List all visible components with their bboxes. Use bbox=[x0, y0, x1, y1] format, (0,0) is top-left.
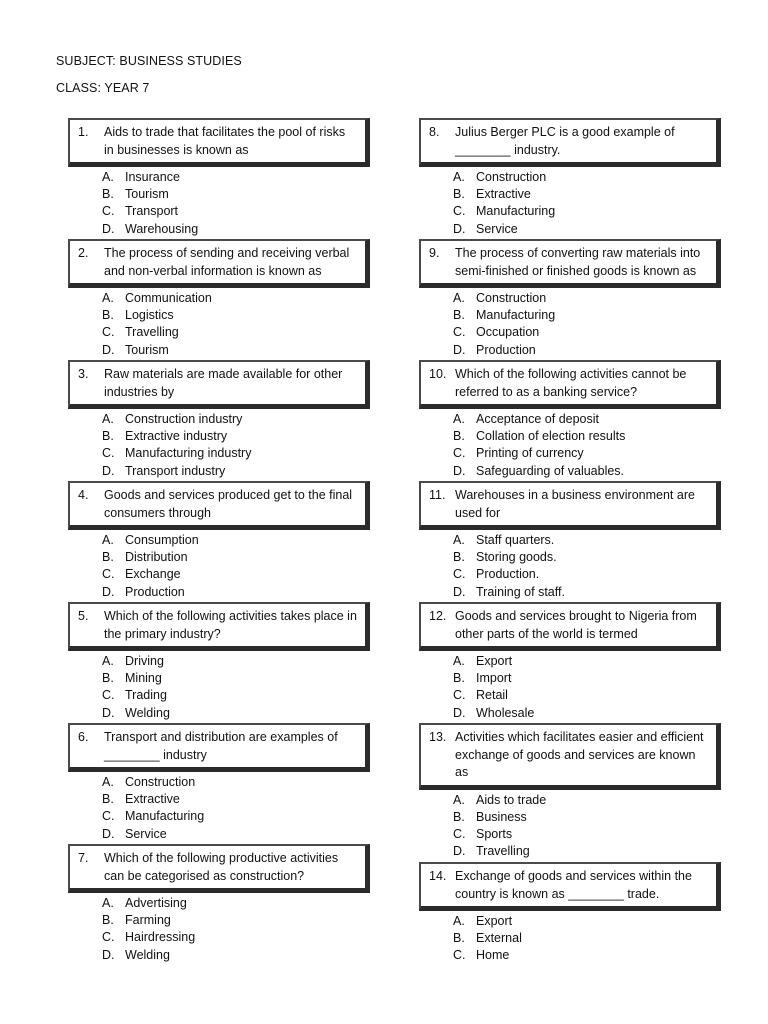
option-a[interactable] bbox=[419, 913, 721, 930]
option-text: Welding bbox=[125, 947, 170, 962]
option-d[interactable] bbox=[419, 221, 721, 238]
option-letter: C. bbox=[453, 567, 466, 582]
option-letter: C. bbox=[453, 325, 466, 340]
option-letter: B. bbox=[453, 809, 465, 824]
option-text: Consumption bbox=[125, 533, 199, 547]
option-text: Trading bbox=[125, 688, 167, 703]
option-letter: A. bbox=[102, 896, 114, 910]
option-text: Construction bbox=[476, 170, 547, 184]
option-text: Wholesale bbox=[476, 705, 535, 720]
option-text: Extractive bbox=[125, 792, 180, 807]
option-a[interactable] bbox=[68, 653, 370, 670]
option-d[interactable] bbox=[68, 342, 370, 359]
option-text: Extractive industry bbox=[125, 429, 228, 444]
option-letter: A. bbox=[102, 291, 114, 305]
option-letter: C. bbox=[102, 446, 115, 461]
option-letter: D. bbox=[453, 844, 466, 859]
option-letter: B. bbox=[453, 429, 465, 444]
question-text: Activities which facilitates easier and efficient exchange of goods and services are known as bbox=[455, 730, 704, 779]
option-letter: C. bbox=[102, 688, 115, 703]
option-b[interactable] bbox=[419, 186, 721, 203]
question-box bbox=[419, 239, 721, 288]
subject-line: SUBJECT: BUSINESS STUDIES bbox=[56, 54, 242, 68]
option-letter: B. bbox=[453, 550, 465, 565]
question-box bbox=[419, 118, 721, 167]
question-4 bbox=[68, 481, 370, 601]
option-letter: C. bbox=[102, 809, 115, 824]
option-text: Service bbox=[476, 221, 518, 236]
option-letter: D. bbox=[453, 342, 466, 357]
option-letter: D. bbox=[102, 705, 115, 720]
option-d[interactable] bbox=[419, 342, 721, 359]
question-number: 12. bbox=[429, 609, 447, 623]
question-11 bbox=[419, 481, 721, 601]
question-3 bbox=[68, 360, 370, 480]
option-letter: B. bbox=[102, 187, 114, 202]
option-letter: A. bbox=[453, 792, 465, 807]
option-text: Communication bbox=[125, 291, 212, 305]
question-1 bbox=[68, 118, 370, 238]
question-box bbox=[68, 602, 370, 651]
option-text: Warehousing bbox=[125, 221, 199, 236]
option-text: Occupation bbox=[476, 325, 540, 340]
option-a[interactable] bbox=[419, 532, 721, 549]
option-letter: C. bbox=[453, 446, 466, 461]
option-text: Transport bbox=[125, 204, 179, 219]
option-list bbox=[419, 653, 721, 722]
option-letter: B. bbox=[453, 187, 465, 202]
option-b[interactable] bbox=[68, 307, 370, 324]
option-letter: B. bbox=[453, 308, 465, 323]
option-letter: C. bbox=[453, 948, 466, 963]
option-c[interactable] bbox=[419, 445, 721, 462]
option-text: Distribution bbox=[125, 550, 188, 565]
option-text: Manufacturing bbox=[476, 204, 556, 219]
question-text: Julius Berger PLC is a good example of ________ industry. bbox=[455, 125, 675, 157]
question-text: Goods and services produced get to the final consumers through bbox=[104, 488, 353, 520]
option-text: Home bbox=[476, 948, 510, 963]
option-letter: A. bbox=[453, 654, 465, 668]
option-d[interactable] bbox=[419, 584, 721, 601]
option-letter: C. bbox=[453, 204, 466, 219]
question-number: 3. bbox=[78, 367, 89, 381]
option-text: Manufacturing industry bbox=[125, 446, 252, 461]
question-number: 2. bbox=[78, 246, 89, 260]
question-number: 8. bbox=[429, 125, 440, 139]
option-text: Construction bbox=[476, 291, 547, 305]
option-d[interactable] bbox=[68, 705, 370, 722]
option-letter: B. bbox=[453, 931, 465, 946]
question-7 bbox=[68, 844, 370, 964]
option-b[interactable] bbox=[68, 428, 370, 445]
question-box bbox=[68, 239, 370, 288]
option-letter: C. bbox=[453, 826, 466, 841]
question-box bbox=[68, 723, 370, 772]
question-2 bbox=[68, 239, 370, 359]
option-list bbox=[419, 532, 721, 601]
question-box bbox=[419, 481, 721, 530]
option-letter: C. bbox=[102, 930, 115, 945]
question-text: The process of sending and receiving verbal and non-verbal information is known as bbox=[104, 246, 350, 278]
question-number: 11. bbox=[429, 488, 446, 502]
option-a[interactable] bbox=[68, 411, 370, 428]
option-c[interactable] bbox=[68, 929, 370, 946]
question-number: 1. bbox=[78, 125, 89, 139]
option-text: Staff quarters. bbox=[476, 533, 555, 547]
option-text: Logistics bbox=[125, 308, 174, 323]
option-b[interactable] bbox=[419, 549, 721, 566]
question-box bbox=[419, 862, 721, 911]
question-5 bbox=[68, 602, 370, 722]
option-text: Retail bbox=[476, 688, 508, 703]
question-number: 4. bbox=[78, 488, 89, 502]
option-letter: B. bbox=[102, 308, 114, 323]
option-b[interactable] bbox=[68, 791, 370, 808]
option-a[interactable] bbox=[68, 895, 370, 912]
option-c[interactable] bbox=[419, 203, 721, 220]
option-a[interactable] bbox=[419, 792, 721, 809]
option-text: Aids to trade bbox=[476, 792, 547, 807]
question-text: Raw materials are made available for other industries by bbox=[104, 367, 343, 399]
option-list bbox=[68, 653, 370, 722]
option-text: Construction bbox=[125, 775, 196, 789]
option-list bbox=[419, 169, 721, 238]
option-d[interactable] bbox=[419, 463, 721, 480]
question-text: Which of the following productive activities can be categorised as construction? bbox=[104, 851, 339, 883]
option-letter: A. bbox=[453, 412, 465, 426]
option-text: Training of staff. bbox=[476, 584, 565, 599]
question-6 bbox=[68, 723, 370, 843]
option-d[interactable] bbox=[419, 843, 721, 860]
option-b[interactable] bbox=[419, 670, 721, 687]
option-b[interactable] bbox=[419, 428, 721, 445]
option-d[interactable] bbox=[68, 463, 370, 480]
option-text: Production bbox=[476, 342, 536, 357]
option-a[interactable] bbox=[419, 653, 721, 670]
question-box bbox=[419, 602, 721, 651]
option-text: Service bbox=[125, 826, 167, 841]
option-c[interactable] bbox=[68, 324, 370, 341]
option-letter: A. bbox=[102, 170, 114, 184]
option-text: Acceptance of deposit bbox=[476, 412, 599, 426]
option-text: Hairdressing bbox=[125, 930, 196, 945]
question-10 bbox=[419, 360, 721, 480]
option-letter: B. bbox=[102, 429, 114, 444]
option-text: External bbox=[476, 931, 522, 946]
option-c[interactable] bbox=[68, 203, 370, 220]
question-text: Exchange of goods and services within the country is known as ________ trade. bbox=[455, 869, 692, 901]
option-text: Extractive bbox=[476, 187, 531, 202]
option-text: Storing goods. bbox=[476, 550, 557, 565]
option-c[interactable] bbox=[419, 324, 721, 341]
question-box bbox=[68, 481, 370, 530]
option-text: Driving bbox=[125, 654, 164, 668]
option-list bbox=[68, 169, 370, 238]
question-number: 13. bbox=[429, 730, 447, 744]
option-list bbox=[68, 532, 370, 601]
question-box bbox=[419, 723, 721, 790]
option-text: Exchange bbox=[125, 567, 181, 582]
option-letter: A. bbox=[453, 914, 465, 928]
option-d[interactable] bbox=[68, 826, 370, 843]
option-a[interactable] bbox=[68, 290, 370, 307]
question-number: 5. bbox=[78, 609, 89, 623]
option-list bbox=[419, 290, 721, 359]
question-9 bbox=[419, 239, 721, 359]
option-c[interactable] bbox=[419, 566, 721, 583]
question-text: The process of converting raw materials into semi-finished or finished goods is known as bbox=[455, 246, 701, 278]
option-a[interactable] bbox=[419, 290, 721, 307]
class-line: CLASS: YEAR 7 bbox=[56, 81, 150, 95]
option-list bbox=[68, 411, 370, 480]
option-text: Collation of election results bbox=[476, 429, 626, 444]
option-d[interactable] bbox=[68, 221, 370, 238]
option-a[interactable] bbox=[419, 411, 721, 428]
option-letter: A. bbox=[102, 412, 114, 426]
option-letter: B. bbox=[102, 913, 114, 928]
option-text: Travelling bbox=[476, 844, 530, 859]
option-letter: C. bbox=[102, 325, 115, 340]
option-list bbox=[68, 774, 370, 843]
option-d[interactable] bbox=[68, 947, 370, 964]
option-letter: D. bbox=[102, 826, 115, 841]
option-c[interactable] bbox=[419, 687, 721, 704]
option-letter: D. bbox=[453, 705, 466, 720]
option-c[interactable] bbox=[68, 808, 370, 825]
option-text: Mining bbox=[125, 671, 162, 686]
option-letter: A. bbox=[102, 654, 114, 668]
question-number: 14. bbox=[429, 869, 447, 883]
option-text: Import bbox=[476, 671, 512, 686]
option-letter: A. bbox=[102, 775, 114, 789]
option-text: Construction industry bbox=[125, 412, 243, 426]
option-text: Tourism bbox=[125, 187, 169, 202]
question-number: 7. bbox=[78, 851, 89, 865]
option-letter: D. bbox=[102, 463, 115, 478]
option-d[interactable] bbox=[68, 584, 370, 601]
option-list bbox=[419, 913, 721, 965]
option-list bbox=[419, 411, 721, 480]
option-letter: D. bbox=[102, 221, 115, 236]
question-number: 6. bbox=[78, 730, 89, 744]
option-list bbox=[68, 895, 370, 964]
option-letter: B. bbox=[102, 792, 114, 807]
question-number: 10. bbox=[429, 367, 447, 381]
question-box bbox=[68, 118, 370, 167]
question-text: Aids to trade that facilitates the pool of risks in businesses is known as bbox=[104, 125, 346, 157]
question-number: 9. bbox=[429, 246, 440, 260]
question-text: Transport and distribution are examples of ________ industry bbox=[104, 730, 338, 762]
option-letter: D. bbox=[453, 221, 466, 236]
option-text: Business bbox=[476, 809, 527, 824]
option-text: Welding bbox=[125, 705, 170, 720]
option-c[interactable] bbox=[419, 826, 721, 843]
option-a[interactable] bbox=[68, 532, 370, 549]
option-text: Insurance bbox=[125, 170, 180, 184]
option-text: Farming bbox=[125, 913, 171, 928]
question-14 bbox=[419, 862, 721, 965]
option-text: Production bbox=[125, 584, 185, 599]
option-letter: D. bbox=[453, 463, 466, 478]
question-box bbox=[419, 360, 721, 409]
option-b[interactable] bbox=[419, 307, 721, 324]
option-list bbox=[419, 792, 721, 861]
option-b[interactable] bbox=[68, 912, 370, 929]
option-b[interactable] bbox=[68, 670, 370, 687]
option-letter: B. bbox=[453, 671, 465, 686]
option-c[interactable] bbox=[68, 445, 370, 462]
question-box bbox=[68, 844, 370, 893]
option-text: Safeguarding of valuables. bbox=[476, 463, 625, 478]
option-text: Printing of currency bbox=[476, 446, 584, 461]
option-text: Manufacturing bbox=[476, 308, 556, 323]
option-letter: C. bbox=[102, 567, 115, 582]
option-text: Export bbox=[476, 654, 513, 668]
option-c[interactable] bbox=[68, 687, 370, 704]
option-d[interactable] bbox=[419, 705, 721, 722]
option-text: Travelling bbox=[125, 325, 179, 340]
option-text: Sports bbox=[476, 826, 513, 841]
option-letter: D. bbox=[102, 947, 115, 962]
question-13 bbox=[419, 723, 721, 860]
option-letter: D. bbox=[102, 342, 115, 357]
option-letter: D. bbox=[102, 584, 115, 599]
option-letter: B. bbox=[102, 671, 114, 686]
question-8 bbox=[419, 118, 721, 238]
option-a[interactable] bbox=[68, 774, 370, 791]
option-text: Production. bbox=[476, 567, 540, 582]
option-text: Transport industry bbox=[125, 463, 226, 478]
question-text: Which of the following activities cannot be referred to as a banking service? bbox=[455, 367, 687, 399]
option-b[interactable] bbox=[419, 809, 721, 826]
option-letter: C. bbox=[102, 204, 115, 219]
option-letter: D. bbox=[453, 584, 466, 599]
option-list bbox=[68, 290, 370, 359]
option-a[interactable] bbox=[68, 169, 370, 186]
option-text: Manufacturing bbox=[125, 809, 205, 824]
option-text: Tourism bbox=[125, 342, 169, 357]
option-a[interactable] bbox=[419, 169, 721, 186]
option-b[interactable] bbox=[68, 549, 370, 566]
question-text: Which of the following activities takes place in the primary industry? bbox=[104, 609, 357, 641]
option-letter: C. bbox=[453, 688, 466, 703]
question-text: Goods and services brought to Nigeria from other parts of the world is termed bbox=[455, 609, 697, 641]
question-box bbox=[68, 360, 370, 409]
option-c[interactable] bbox=[419, 947, 721, 964]
option-b[interactable] bbox=[419, 930, 721, 947]
question-12 bbox=[419, 602, 721, 722]
option-letter: A. bbox=[102, 533, 114, 547]
option-letter: A. bbox=[453, 533, 465, 547]
option-c[interactable] bbox=[68, 566, 370, 583]
option-letter: B. bbox=[102, 550, 114, 565]
option-letter: A. bbox=[453, 170, 465, 184]
option-b[interactable] bbox=[68, 186, 370, 203]
question-text: Warehouses in a business environment are used for bbox=[455, 488, 695, 520]
option-text: Advertising bbox=[125, 896, 187, 910]
option-letter: A. bbox=[453, 291, 465, 305]
option-text: Export bbox=[476, 914, 513, 928]
